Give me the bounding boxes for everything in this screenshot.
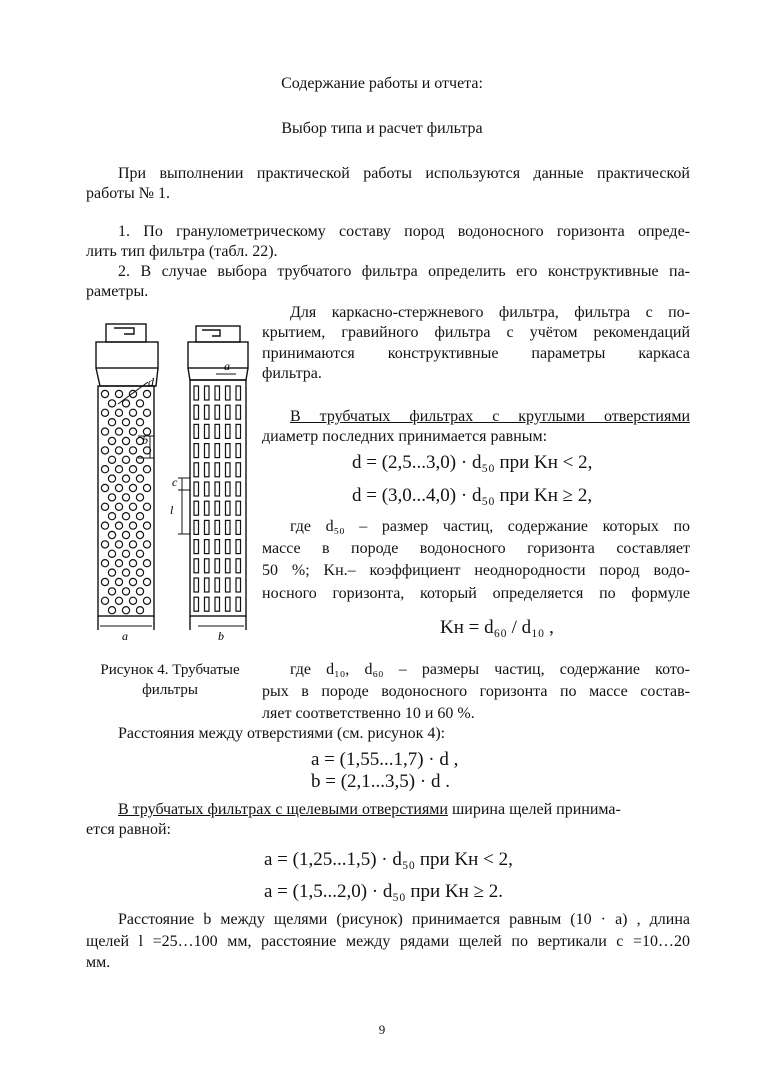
- round-holes-line-2: диаметр последних принимается равным:: [262, 428, 548, 445]
- round-hole: [101, 597, 108, 604]
- slot-hole: [194, 559, 199, 573]
- slot-hole: [205, 540, 210, 554]
- last-line-3: мм.: [86, 954, 111, 971]
- formula-kn: Kн = d₆₀ / d₁₀ ,: [440, 617, 554, 638]
- intro-line-2: работы № 1.: [86, 185, 171, 202]
- label-b-left: b: [142, 433, 148, 447]
- round-hole: [129, 578, 136, 585]
- round-hole: [108, 569, 115, 576]
- round-hole: [122, 456, 129, 463]
- round-hole: [136, 607, 143, 614]
- round-holes-pattern: [101, 390, 150, 613]
- round-holes-heading: В трубчатых фильтрах с круглыми отверстиями: [290, 408, 690, 425]
- round-hole: [143, 560, 150, 567]
- slot-hole: [226, 386, 231, 400]
- round-hole: [108, 400, 115, 407]
- slot-hole: [205, 386, 210, 400]
- round-hole: [115, 428, 122, 435]
- slot-holes-line-1-rest: ширина щелей принима-: [447, 801, 621, 818]
- figure-caption-line-2: фильтры: [142, 682, 198, 698]
- round-hole: [129, 409, 136, 416]
- round-hole: [136, 400, 143, 407]
- slot-hole: [236, 386, 241, 400]
- slot-hole: [205, 424, 210, 438]
- round-hole: [143, 409, 150, 416]
- round-hole: [108, 475, 115, 482]
- round-hole: [122, 400, 129, 407]
- where1-line-4: носного горизонта, который определяется по формуле: [262, 585, 690, 602]
- round-hole: [136, 531, 143, 538]
- slot-hole: [215, 540, 220, 554]
- round-hole: [115, 390, 122, 397]
- slot-hole: [215, 386, 220, 400]
- round-hole: [115, 447, 122, 454]
- round-hole: [143, 503, 150, 510]
- slot-hole: [226, 578, 231, 592]
- slot-hole: [226, 597, 231, 611]
- round-hole: [129, 597, 136, 604]
- round-hole: [108, 494, 115, 501]
- slot-hole: [194, 597, 199, 611]
- slot-hole: [205, 463, 210, 477]
- slot-hole: [236, 597, 241, 611]
- round-hole: [129, 522, 136, 529]
- round-hole: [122, 437, 129, 444]
- round-hole: [101, 522, 108, 529]
- round-hole: [108, 419, 115, 426]
- frame-line-1: Для каркасно-стержневого фильтра, фильтра с по-: [290, 304, 690, 321]
- slot-hole: [194, 482, 199, 496]
- slot-hole: [226, 559, 231, 573]
- round-hole: [143, 522, 150, 529]
- slot-hole: [194, 444, 199, 458]
- slot-holes-pattern: [194, 386, 241, 611]
- intro-line-1: При выполнении практической работы используются данные практической: [118, 165, 690, 182]
- formula-a-slot-ge2: a = (1,5...2,0) · d₅₀ при Kн ≥ 2.: [264, 881, 504, 902]
- slot-hole: [194, 578, 199, 592]
- label-b-right: b: [218, 629, 224, 643]
- round-hole: [143, 390, 150, 397]
- round-hole: [108, 607, 115, 614]
- slot-hole: [236, 578, 241, 592]
- round-hole: [122, 569, 129, 576]
- round-hole: [122, 531, 129, 538]
- slot-hole: [205, 501, 210, 515]
- round-hole: [122, 550, 129, 557]
- round-hole: [101, 560, 108, 567]
- round-hole: [136, 494, 143, 501]
- round-hole: [143, 466, 150, 473]
- round-hole: [129, 560, 136, 567]
- last-line-1: Расстояние b между щелями (рисунок) принимается равным (10 · a) , длина: [118, 911, 690, 928]
- where2-line-3: ляет соответственно 10 и 60 %.: [262, 705, 475, 722]
- label-a-left: a: [122, 629, 128, 643]
- round-hole: [108, 531, 115, 538]
- round-hole: [101, 390, 108, 397]
- round-hole: [129, 484, 136, 491]
- slot-hole: [205, 482, 210, 496]
- slot-hole: [194, 463, 199, 477]
- slot-hole: [215, 405, 220, 419]
- round-hole: [136, 513, 143, 520]
- where1-line-1: где d₅₀ – размер частиц, содержание которых по: [290, 518, 690, 535]
- round-hole: [115, 522, 122, 529]
- round-hole: [122, 588, 129, 595]
- slot-hole: [215, 482, 220, 496]
- round-hole: [143, 597, 150, 604]
- distances-intro: Расстояния между отверстиями (см. рисунок 4):: [118, 725, 446, 742]
- round-hole: [108, 588, 115, 595]
- where2-line-2: рых в породе водоносного горизонта по массе состав-: [262, 683, 690, 700]
- round-hole: [101, 503, 108, 510]
- round-hole: [108, 513, 115, 520]
- slot-hole: [236, 540, 241, 554]
- round-hole: [115, 560, 122, 567]
- slot-hole: [236, 405, 241, 419]
- slot-hole: [236, 482, 241, 496]
- round-hole: [129, 503, 136, 510]
- round-hole: [122, 513, 129, 520]
- slot-hole: [205, 578, 210, 592]
- round-hole: [136, 588, 143, 595]
- slot-hole: [226, 424, 231, 438]
- round-hole: [101, 578, 108, 585]
- round-hole: [122, 494, 129, 501]
- round-hole: [143, 484, 150, 491]
- slot-holes-line-1: [118, 800, 690, 820]
- round-hole: [115, 578, 122, 585]
- round-hole: [122, 475, 129, 482]
- round-hole: [115, 466, 122, 473]
- label-a-right: a: [224, 359, 230, 373]
- slot-hole: [205, 520, 210, 534]
- round-hole: [101, 466, 108, 473]
- formula-a-round: a = (1,55...1,7) · d ,: [311, 749, 459, 770]
- round-hole: [129, 466, 136, 473]
- section-title: Выбор типа и расчет фильтра: [281, 120, 483, 137]
- slot-holes-heading: В трубчатых фильтрах с щелевыми отверстиями: [118, 801, 448, 818]
- slot-hole: [215, 578, 220, 592]
- slot-hole: [194, 405, 199, 419]
- frame-line-4: фильтра.: [262, 365, 322, 382]
- item1-line-2: лить тип фильтра (табл. 22).: [86, 243, 278, 260]
- round-hole: [101, 447, 108, 454]
- slot-hole: [215, 520, 220, 534]
- item2-line-2: раметры.: [86, 283, 149, 300]
- slot-hole: [215, 444, 220, 458]
- frame-line-3: принимаются конструктивные параметры каркаса: [262, 345, 690, 362]
- round-hole: [129, 541, 136, 548]
- round-hole: [122, 607, 129, 614]
- round-hole: [129, 447, 136, 454]
- slot-hole: [194, 520, 199, 534]
- page-title: Содержание работы и отчета:: [281, 75, 483, 92]
- round-hole: [136, 569, 143, 576]
- round-hole: [101, 541, 108, 548]
- round-hole: [101, 428, 108, 435]
- where1-line-3: 50 %; Kн.– коэффициент неоднородности пород водо-: [262, 562, 690, 579]
- frame-line-2: крытием, гравийного фильтра с учётом рекомендаций: [262, 324, 690, 341]
- round-hole: [122, 419, 129, 426]
- slot-hole: [215, 559, 220, 573]
- where2-line-1: где d₁₀, d₆₀ – размеры частиц, содержание кото-: [290, 661, 690, 678]
- slot-hole: [226, 501, 231, 515]
- slot-hole: [205, 444, 210, 458]
- slot-hole: [236, 463, 241, 477]
- slot-hole: [215, 463, 220, 477]
- round-hole: [129, 428, 136, 435]
- slot-hole: [226, 482, 231, 496]
- label-d: d: [148, 375, 154, 389]
- round-hole: [115, 484, 122, 491]
- figure-caption-line-1: Рисунок 4. Трубчатые: [100, 662, 240, 678]
- round-hole: [108, 550, 115, 557]
- slot-hole: [205, 559, 210, 573]
- formula-d-lt2: d = (2,5...3,0) · d₅₀ при Kн < 2,: [352, 452, 593, 473]
- formula-d-ge2: d = (3,0...4,0) · d₅₀ при Kн ≥ 2,: [352, 485, 593, 506]
- round-hole: [143, 541, 150, 548]
- formula-a-slot-lt2: a = (1,25...1,5) · d₅₀ при Kн < 2,: [264, 849, 513, 870]
- round-hole: [101, 409, 108, 416]
- slot-hole: [236, 444, 241, 458]
- slot-hole: [194, 386, 199, 400]
- slot-hole: [226, 405, 231, 419]
- round-hole: [115, 409, 122, 416]
- round-hole: [143, 578, 150, 585]
- where1-line-2: массе в породе водоносного горизонта составляет: [262, 540, 690, 557]
- item1-line-1: 1. По гранулометрическому составу пород водоносного горизонта опреде-: [118, 223, 690, 240]
- slot-hole: [205, 405, 210, 419]
- slot-hole: [215, 424, 220, 438]
- round-hole: [136, 475, 143, 482]
- tubular-filters-figure: [78, 318, 258, 653]
- slot-hole: [226, 444, 231, 458]
- round-hole: [115, 503, 122, 510]
- page-number: 9: [378, 1022, 386, 1037]
- round-hole: [115, 597, 122, 604]
- slot-hole: [236, 424, 241, 438]
- item2-line-1: 2. В случае выбора трубчатого фильтра определить его конструктивные па-: [118, 263, 690, 280]
- round-hole: [101, 484, 108, 491]
- slot-hole: [226, 463, 231, 477]
- slot-hole: [194, 540, 199, 554]
- slot-hole: [215, 597, 220, 611]
- round-hole: [108, 456, 115, 463]
- slot-hole: [236, 520, 241, 534]
- slot-hole: [236, 501, 241, 515]
- label-c: c: [172, 475, 178, 489]
- label-l: l: [170, 503, 174, 517]
- slot-hole: [194, 501, 199, 515]
- slot-hole: [236, 559, 241, 573]
- round-hole: [115, 541, 122, 548]
- slot-holes-line-2: ется равной:: [86, 821, 171, 838]
- formula-b-round: b = (2,1...3,5) · d .: [311, 771, 450, 792]
- slot-hole: [194, 424, 199, 438]
- round-hole: [136, 419, 143, 426]
- slot-hole: [205, 597, 210, 611]
- slot-hole: [226, 540, 231, 554]
- last-line-2: щелей l =25…100 мм, расстояние между рядами щелей по вертикали c =10…20: [86, 933, 690, 950]
- round-hole: [136, 550, 143, 557]
- slot-hole: [215, 501, 220, 515]
- round-hole: [108, 437, 115, 444]
- round-hole: [136, 456, 143, 463]
- slot-hole: [226, 520, 231, 534]
